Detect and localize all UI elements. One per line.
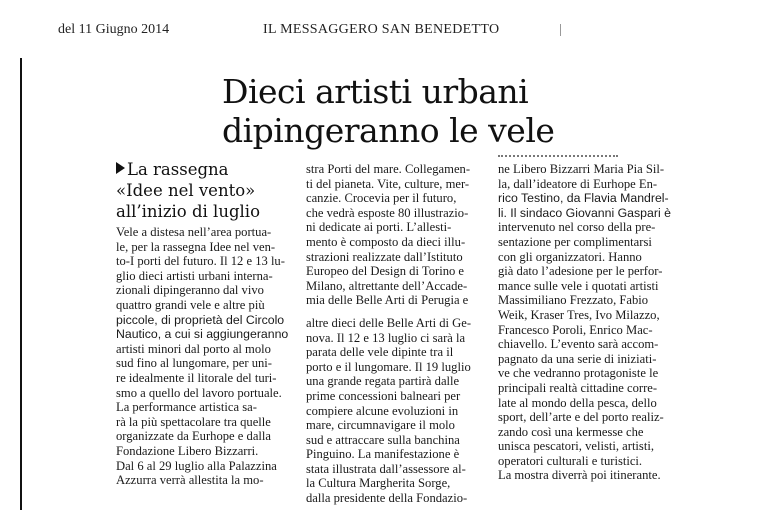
- header-divider: [560, 24, 561, 36]
- text-line: li. Il sindaco Giovanni Gaspari è: [498, 205, 671, 220]
- text-line: una grande regata partirà dalle: [306, 374, 460, 389]
- kicker-line: all’inizio di luglio: [116, 202, 261, 221]
- text-line: late al mondo della pesca, dello: [498, 395, 657, 410]
- article-column-2: [306, 162, 482, 506]
- text-line: dalla presidente della Fondazio-: [306, 491, 468, 506]
- text-line: con gli organizzatori. Hanno: [498, 249, 642, 264]
- text-line: compiere alcune evoluzioni in: [306, 403, 459, 418]
- kicker-line: La rassegna: [116, 159, 286, 180]
- text-line: nova. Il 12 e 13 luglio ci sarà la: [306, 330, 466, 345]
- text-line: sport, dell’arte e del porto realiz-: [498, 410, 664, 425]
- text-line: to-I porti del futuro. Il 12 e 13 lu-: [116, 254, 285, 269]
- text-line: Europeo del Design di Torino e: [306, 264, 465, 279]
- text-line: piccole, di proprietà del Circolo: [116, 312, 285, 327]
- text-line: unisca pescatori, velisti, artisti,: [498, 439, 654, 454]
- text-line: organizzate da Eurhope e dalla: [116, 429, 272, 444]
- text-line: mare, circumnavigare il molo: [306, 418, 455, 433]
- clipping-date: del 11 Giugno 2014: [58, 22, 170, 37]
- text-line: Azzurra verrà allestita la mo-: [116, 473, 264, 488]
- text-line: Massimiliano Frezzato, Fabio: [498, 293, 649, 308]
- text-line: ti del pianeta. Vite, culture, mer-: [306, 176, 470, 191]
- text-line: ne Libero Bizzarri Maria Pia Sil-: [498, 162, 665, 176]
- triangle-bullet-icon: [116, 162, 125, 174]
- text-line: le, per la rassegna Idee nel ven-: [116, 239, 276, 254]
- text-line: principali realtà cittadine corre-: [498, 380, 658, 395]
- text-line: mento è composto da dieci illu-: [306, 234, 466, 249]
- text-line: mance sulle vele i quotati artisti: [498, 278, 659, 293]
- text-line: Francesco Poroli, Enrico Mac-: [498, 322, 653, 337]
- text-line: ve che vedranno protagoniste le: [498, 366, 659, 381]
- text-line: zionali dipingeranno dal vivo: [116, 283, 264, 298]
- text-line: artisti minori dal porto al molo: [116, 341, 271, 356]
- text-line: altre dieci delle Belle Arti di Ge-: [306, 315, 472, 330]
- text-line: sentazione per complimentarsi: [498, 234, 652, 249]
- text-line: stra Porti del mare. Collegamen-: [306, 162, 471, 176]
- article-column-1: [116, 225, 293, 488]
- kicker-line: «Idee nel vento»: [116, 181, 256, 200]
- text-line: pagnato da una serie di iniziati-: [498, 351, 657, 366]
- clipped-text-edge: [498, 155, 618, 161]
- text-line: parata delle vele dipinte tra il: [306, 345, 454, 360]
- left-column-rule: [20, 58, 22, 510]
- text-line: rà la più spettacolare tra quelle: [116, 414, 271, 429]
- text-line: La performance artistica sa-: [116, 400, 257, 415]
- text-line: che vedrà esposte 80 illustrazio-: [306, 205, 469, 220]
- headline-line: Dieci artisti urbani: [222, 72, 529, 111]
- article-headline: [222, 72, 742, 150]
- text-line: La mostra diverrà poi itinerante.: [498, 468, 661, 483]
- text-line: rico Testino, da Flavia Mandrel-: [498, 191, 669, 206]
- text-line: già dato l’adesione per le perfor-: [498, 264, 663, 279]
- text-line: la Cultura Margherita Sorge,: [306, 476, 451, 491]
- text-line: ni dedicate ai porti. L’allesti-: [306, 220, 452, 235]
- text-line: Milano, altrettante dell’Accade-: [306, 278, 468, 293]
- text-line: sud fino al lungomare, per uni-: [116, 356, 272, 371]
- newspaper-name: IL MESSAGGERO SAN BENEDETTO: [263, 22, 500, 37]
- text-line: zando così una kermesse che: [498, 424, 644, 439]
- text-line: canzie. Crocevia per il futuro,: [306, 191, 457, 206]
- text-line: glio dieci artisti urbani interna-: [116, 268, 273, 283]
- text-line: Weik, Kraser Tres, Ivo Milazzo,: [498, 307, 660, 322]
- text-line: Fondazione Libero Bizzarri.: [116, 443, 259, 458]
- text-line: re idealmente il litorale del turi-: [116, 370, 277, 385]
- text-line: Vele a distesa nell’area portua-: [116, 225, 272, 239]
- text-line: quattro grandi vele e altre più: [116, 297, 265, 312]
- text-line: Nautico, a cui si aggiungeranno: [116, 327, 289, 342]
- text-line: la, dall’ideatore di Eurhope En-: [498, 176, 658, 191]
- text-line: prime concessioni balneari per: [306, 388, 461, 403]
- text-line: stata illustrata dall’assessore al-: [306, 461, 466, 476]
- text-line: smo a quello del lavoro portuale.: [116, 385, 282, 400]
- text-line: Dal 6 al 29 luglio alla Palazzina: [116, 458, 277, 473]
- text-line: strazioni realizzate dall’Istituto: [306, 249, 463, 264]
- text-line: operatori culturali e turistici.: [498, 453, 643, 468]
- headline-line: dipingeranno le vele: [222, 111, 555, 150]
- article-column-3: [498, 162, 676, 483]
- text-line: mia delle Belle Arti di Perugia e: [306, 293, 469, 308]
- text-line: sud e attraccare sulla banchina: [306, 432, 460, 447]
- article-kicker: [116, 159, 286, 222]
- text-line: intervenuto nel corso della pre-: [498, 220, 656, 235]
- text-line: chiavello. L’evento sarà accom-: [498, 337, 659, 352]
- text-line: Pinguino. La manifestazione è: [306, 447, 460, 462]
- text-line: porto e il lungomare. Il 19 luglio: [306, 359, 471, 374]
